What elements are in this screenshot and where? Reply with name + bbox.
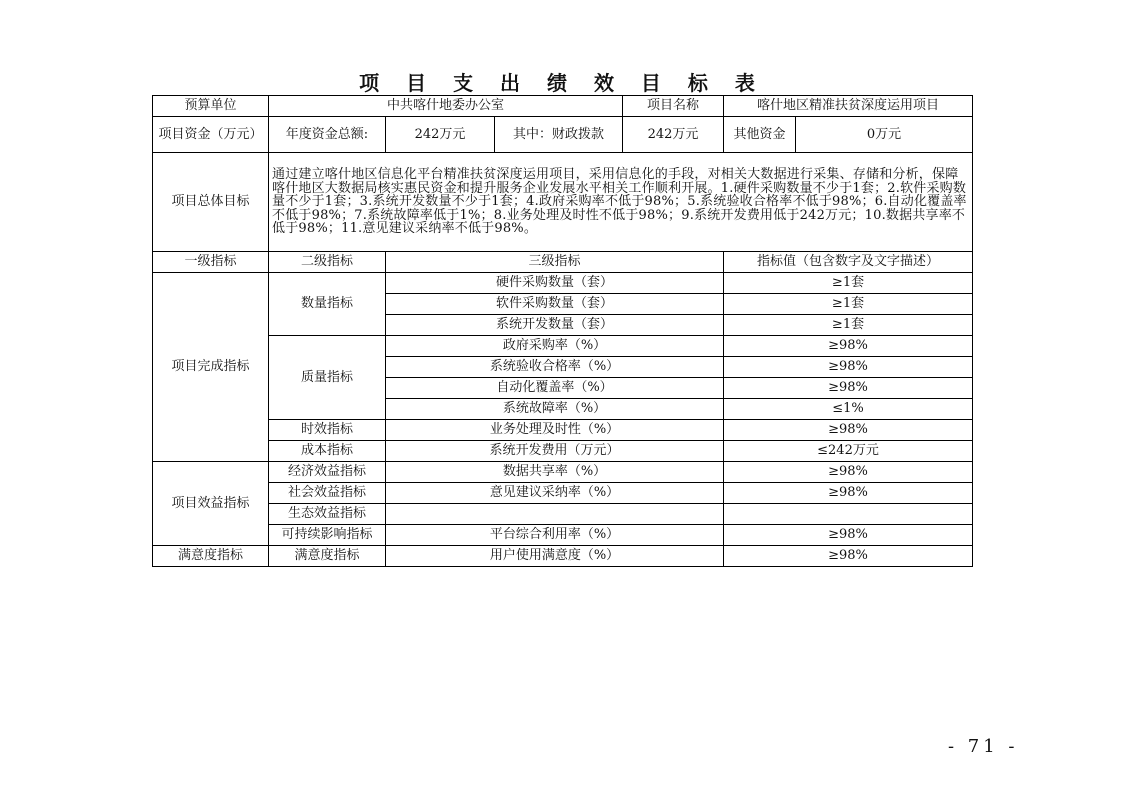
group-quality: 质量指标 <box>269 336 386 420</box>
indicator-name: 用户使用满意度（%） <box>386 546 724 567</box>
indicator-name: 系统开发费用（万元） <box>386 441 724 462</box>
indicator-name: 平台综合利用率（%） <box>386 525 724 546</box>
indicator-value: ≥98% <box>724 525 973 546</box>
overall-goal-text: 通过建立喀什地区信息化平台精准扶贫深度运用项目，采用信息化的手段，对相关大数据进行采集、存储和分析，保障喀什地区大数据局核实惠民资金和提升服务企业发展水平相关工作顺利开展。1.硬件采购数量不少于1套；2.软件采购数量不少于1套；3.系统开发数量不少于1套；4.政府采购率不低于98%；5.系统验收合格率不低于98%；6.自动化覆盖率不低于98%；7.系统故障率低于1%；8.业务处理及时性不低于98%；9.系统开发费用低于242万元；10.数据共享率不低于98%；11.意见建议采纳率不低于98%。 <box>269 153 973 252</box>
indicator-value <box>724 504 973 525</box>
table-row <box>153 462 973 483</box>
performance-goal-table <box>152 95 973 567</box>
overall-goal-row <box>153 153 973 252</box>
column-level2: 二级指标 <box>269 252 386 273</box>
indicator-value: ≤1% <box>724 399 973 420</box>
project-name-value: 喀什地区精准扶贫深度运用项目 <box>724 96 973 117</box>
fiscal-value: 242万元 <box>623 117 724 153</box>
group-satisfaction-l1: 满意度指标 <box>153 546 269 567</box>
indicator-name: 硬件采购数量（套） <box>386 273 724 294</box>
indicator-name: 自动化覆盖率（%） <box>386 378 724 399</box>
indicator-value: ≥98% <box>724 546 973 567</box>
other-funds-value: 0万元 <box>796 117 973 153</box>
project-name-label: 项目名称 <box>623 96 724 117</box>
table-row <box>153 525 973 546</box>
page-number: - 71 - <box>948 736 1019 757</box>
budget-unit-value: 中共喀什地委办公室 <box>269 96 623 117</box>
annual-total-label: 年度资金总额: <box>269 117 386 153</box>
funds-row <box>153 117 973 153</box>
indicator-value: ≥98% <box>724 420 973 441</box>
indicator-value: ≥98% <box>724 357 973 378</box>
column-value: 指标值（包含数字及文字描述） <box>724 252 973 273</box>
group-completion: 项目完成指标 <box>153 273 269 462</box>
indicator-value: ≥98% <box>724 378 973 399</box>
indicator-name: 软件采购数量（套） <box>386 294 724 315</box>
page-title: 项 目 支 出 绩 效 目 标 表 <box>359 71 765 95</box>
indicator-value: ≥1套 <box>724 294 973 315</box>
other-funds-label: 其他资金 <box>724 117 796 153</box>
fiscal-label: 其中：财政拨款 <box>495 117 623 153</box>
column-level3: 三级指标 <box>386 252 724 273</box>
indicator-value: ≥1套 <box>724 315 973 336</box>
indicator-value: ≥98% <box>724 462 973 483</box>
table-row <box>153 546 973 567</box>
group-quantity: 数量指标 <box>269 273 386 336</box>
indicator-value: ≥98% <box>724 336 973 357</box>
indicator-value: ≤242万元 <box>724 441 973 462</box>
indicator-name: 政府采购率（%） <box>386 336 724 357</box>
indicator-name: 数据共享率（%） <box>386 462 724 483</box>
table-row <box>153 420 973 441</box>
group-ecological: 生态效益指标 <box>269 504 386 525</box>
indicator-name: 系统故障率（%） <box>386 399 724 420</box>
group-social: 社会效益指标 <box>269 483 386 504</box>
table-row <box>153 336 973 357</box>
group-sustainable: 可持续影响指标 <box>269 525 386 546</box>
table-row <box>153 504 973 525</box>
indicator-value: ≥1套 <box>724 273 973 294</box>
group-satisfaction-l2: 满意度指标 <box>269 546 386 567</box>
indicator-name: 业务处理及时性（%） <box>386 420 724 441</box>
indicator-name: 系统开发数量（套） <box>386 315 724 336</box>
group-benefit: 项目效益指标 <box>153 462 269 546</box>
group-cost: 成本指标 <box>269 441 386 462</box>
table-row <box>153 273 973 294</box>
indicator-name: 意见建议采纳率（%） <box>386 483 724 504</box>
table-row <box>153 483 973 504</box>
budget-unit-label: 预算单位 <box>153 96 269 117</box>
overall-goal-label: 项目总体目标 <box>153 153 269 252</box>
annual-total-value: 242万元 <box>386 117 495 153</box>
indicator-name <box>386 504 724 525</box>
column-header-row <box>153 252 973 273</box>
column-level1: 一级指标 <box>153 252 269 273</box>
group-timeliness: 时效指标 <box>269 420 386 441</box>
indicator-value: ≥98% <box>724 483 973 504</box>
table-row <box>153 441 973 462</box>
indicator-name: 系统验收合格率（%） <box>386 357 724 378</box>
funds-label: 项目资金（万元） <box>153 117 269 153</box>
budget-unit-row <box>153 96 973 117</box>
group-economic: 经济效益指标 <box>269 462 386 483</box>
